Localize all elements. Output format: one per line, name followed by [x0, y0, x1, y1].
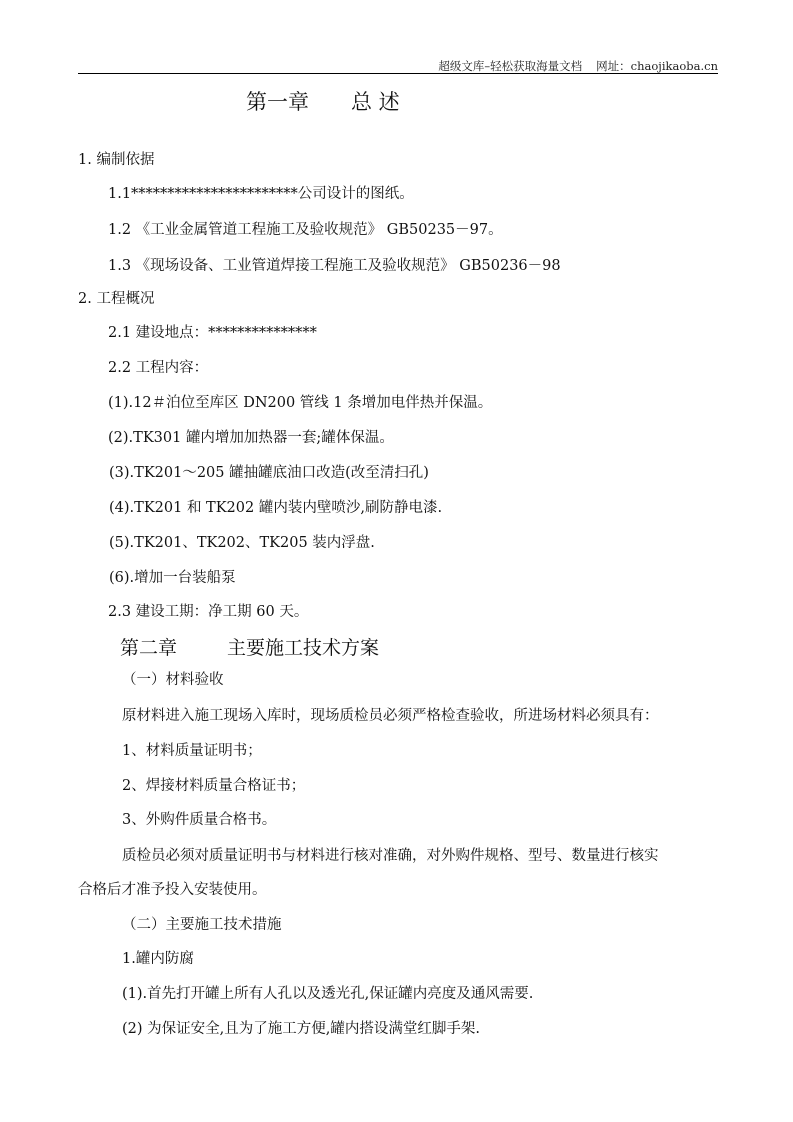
- section-heading: 2. 工程概况: [78, 291, 155, 307]
- paragraph: 合格后才准予投入安装使用。: [78, 882, 267, 898]
- header-rule: [78, 73, 718, 74]
- chapter1-title: [246, 86, 400, 116]
- list-item: 1.2 《工业金属管道工程施工及验收规范》 GB50235－97。: [108, 222, 503, 238]
- list-item: (1).12＃泊位至库区 DN200 管线 1 条增加电伴热并保温。: [108, 395, 493, 411]
- header-site: 超级文库–轻松获取海量文档: [438, 59, 583, 73]
- list-item: (5).TK201、TK202、TK205 装内浮盘.: [109, 535, 375, 551]
- list-item: (1).首先打开罐上所有人孔以及透光孔,保证罐内亮度及通风需要.: [122, 986, 534, 1002]
- chapter1-label: 第一章: [246, 90, 309, 114]
- paragraph: 原材料进入施工现场入库时，现场质检员必须严格检查验收，所进场材料必须具有：: [122, 708, 659, 724]
- chapter1-name: 总 述: [351, 90, 400, 114]
- section-heading: 1. 编制依据: [78, 152, 155, 168]
- list-item: (4).TK201 和 TK202 罐内装内壁喷沙,刷防静电漆.: [109, 500, 443, 516]
- header-url: 网址：chaojikaoba.cn: [596, 59, 718, 73]
- list-item: (2).TK301 罐内增加加热器一套;罐体保温。: [108, 430, 394, 446]
- list-item: 1、材料质量证明书；: [122, 743, 262, 759]
- chapter2-title: [120, 633, 379, 660]
- chapter2-label: 第二章: [120, 637, 178, 659]
- list-item: (2) 为保证安全,且为了施工方便,罐内搭设满堂红脚手架.: [122, 1021, 480, 1037]
- list-item: 1.3 《现场设备、工业管道焊接工程施工及验收规范》 GB50236－98: [108, 258, 561, 274]
- list-item: 1.1***********************公司设计的图纸。: [108, 186, 414, 202]
- section-heading: （二）主要施工技术措施: [122, 917, 282, 933]
- paragraph: 质检员必须对质量证明书与材料进行核对准确，对外购件规格、型号、数量进行核实: [122, 848, 659, 864]
- subheading: 1.罐内防腐: [122, 951, 194, 967]
- list-item: 3、外购件质量合格书。: [122, 812, 277, 828]
- list-item: 2、焊接材料质量合格证书；: [122, 778, 306, 794]
- list-item: 2.2 工程内容：: [108, 360, 209, 376]
- list-item: (3).TK201～205 罐抽罐底油口改造(改至清扫孔): [109, 465, 429, 481]
- list-item: 2.1 建设地点：***************: [108, 325, 317, 341]
- page-header: [424, 58, 718, 74]
- list-item: 2.3 建设工期：净工期 60 天。: [108, 604, 309, 620]
- section-heading: （一）材料验收: [122, 672, 224, 688]
- chapter2-name: 主要施工技术方案: [227, 637, 380, 659]
- list-item: (6).增加一台装船泵: [109, 570, 236, 586]
